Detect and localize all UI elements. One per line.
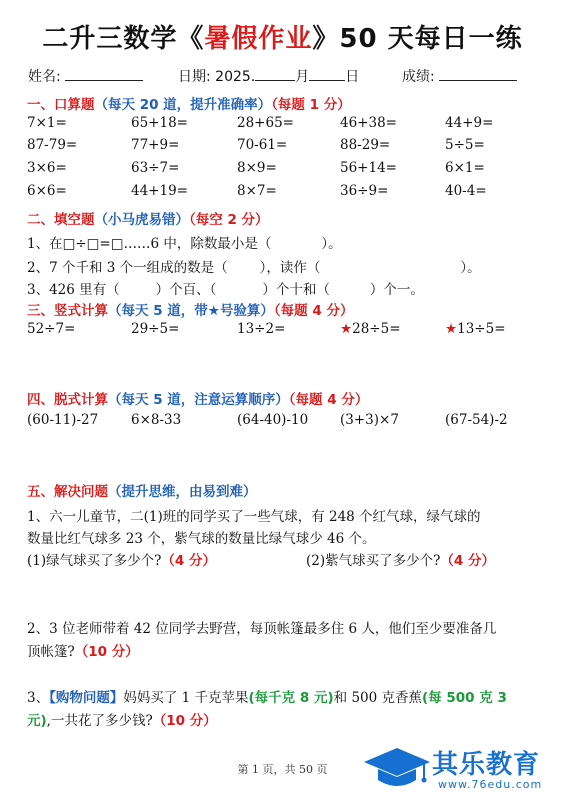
score-blank[interactable] [439, 66, 517, 81]
name-blank[interactable] [65, 66, 143, 81]
mental-math-item: 6×6= [27, 183, 67, 199]
question-text-d: ）个一。 [369, 282, 424, 298]
sub-score: （4 分） [161, 553, 216, 569]
question-text: 1、在□÷□=□……6 中，除数最小是（ [27, 236, 272, 252]
mental-math-item: 88-29= [340, 137, 391, 153]
mental-math-item: 7×1= [27, 115, 67, 131]
problem-tag: 【购物问题】 [49, 690, 124, 706]
mental-math-item: 77+9= [131, 137, 180, 153]
vertical-calc-item: 29÷5= [131, 321, 180, 337]
problem-text: 和 500 克香蕉 [333, 690, 423, 706]
question-text-c: ）个十和（ [262, 282, 330, 298]
mental-math-item: 70-61= [237, 137, 288, 153]
mental-math-item: 28+65= [237, 115, 294, 131]
fill-question-2 [27, 256, 481, 276]
mental-math-item: 44+9= [445, 115, 494, 131]
problem-score: （10 分） [152, 713, 217, 729]
vertical-calc-item: 13÷2= [237, 321, 286, 337]
calc-text: 28÷5= [352, 321, 401, 337]
section-score: （每空 2 分） [189, 212, 269, 228]
mental-math-item: 46+38= [340, 115, 397, 131]
step-calc-row [27, 412, 547, 434]
problem-text: 妈妈买了 1 千克苹果 [123, 690, 249, 706]
sub-question: (2)紫气球买了多少个? [306, 553, 441, 569]
month-label: 月 [295, 69, 310, 85]
step-calc-item: (60-11)-27 [27, 412, 99, 428]
mental-math-item: 56+14= [340, 160, 397, 176]
name-field [28, 66, 143, 86]
mental-math-row [27, 160, 547, 182]
question-text: 2、7 个千和 3 个一组成的数是（ [27, 260, 228, 276]
mental-math-item: 6×1= [445, 160, 485, 176]
mental-math-item: 8×7= [237, 183, 277, 199]
problem-3-line-1 [27, 686, 507, 706]
problem-1-sub-b [306, 549, 495, 569]
student-info-row [28, 66, 548, 88]
vertical-calc-row [27, 321, 547, 343]
problem-1-line-2: 数量比红气球多 23 个，紫气球的数量比绿气球少 46 个。 [27, 531, 376, 547]
problem-1-line-1: 1、六一儿童节，二(1)班的同学买了一些气球，有 248 个红气球，绿气球的 [27, 509, 481, 525]
question-text-end: ）。 [460, 260, 481, 276]
section-fill-blank-heading [27, 208, 269, 228]
mental-math-item: 87-79= [27, 137, 78, 153]
section-mental-math-heading [27, 93, 351, 113]
mental-math-row [27, 183, 547, 205]
graduation-cap-icon [362, 744, 432, 792]
problem-number: 3、 [27, 690, 50, 706]
mental-math-row [27, 115, 547, 137]
mental-math-item: 3×6= [27, 160, 67, 176]
problem-text: ,一共花了多少钱? [46, 713, 153, 729]
star-icon: ★ [445, 321, 458, 337]
section-note: （每天 20 道，提升准确率） [94, 97, 272, 113]
section-note: （提升思维，由易到难） [108, 484, 257, 500]
section-score: （每题 1 分） [271, 97, 351, 113]
section-title: 一、口算题 [27, 97, 95, 113]
vertical-calc-item-starred [340, 321, 401, 337]
mental-math-row [27, 137, 547, 159]
step-calc-item: (64-40)-10 [237, 412, 309, 428]
mental-math-item: 65+18= [131, 115, 188, 131]
section-title: 二、填空题 [27, 212, 95, 228]
problem-score: （10 分） [74, 644, 139, 660]
date-field [178, 66, 359, 86]
price-note: (每 500 克 3 [422, 690, 507, 706]
section-note: （每天 5 道，带★号验算） [108, 303, 274, 319]
watermark-logo [362, 744, 562, 796]
section-note: （每天 5 道，注意运算顺序） [108, 392, 289, 408]
day-label: 日 [345, 69, 360, 85]
sub-question: (1)绿气球买了多少个? [27, 553, 162, 569]
section-vertical-calc-heading [27, 299, 353, 319]
section-step-calc-heading [27, 388, 368, 408]
calc-text: 13÷5= [457, 321, 506, 337]
problem-1-sub-a [27, 549, 216, 569]
question-text: 3、426 里有（ [27, 282, 120, 298]
mental-math-item: 5÷5= [445, 137, 485, 153]
logo-url: www.76edu.com [438, 778, 543, 791]
score-field [402, 66, 517, 86]
step-calc-item: (67-54)-2 [445, 412, 508, 428]
price-note: 元) [27, 713, 47, 729]
section-score: （每题 4 分） [273, 303, 354, 319]
sub-score: （4 分） [440, 553, 495, 569]
mental-math-item: 63÷7= [131, 160, 180, 176]
vertical-calc-item: 52÷7= [27, 321, 76, 337]
fill-question-3 [27, 278, 424, 298]
step-calc-item: 6×8-33 [131, 412, 182, 428]
mental-math-item: 36÷9= [340, 183, 389, 199]
problem-text: 顶帐篷? [27, 644, 75, 660]
mental-math-item: 44+19= [131, 183, 188, 199]
section-title: 三、竖式计算 [27, 303, 108, 319]
step-calc-item: (3+3)×7 [340, 412, 399, 428]
page-footer: 第 1 页，共 50 页 [237, 763, 328, 776]
logo-name: 其乐教育 [432, 750, 541, 780]
fill-question-1 [27, 232, 342, 252]
section-score: （每题 4 分） [288, 392, 369, 408]
section-title: 五、解决问题 [27, 484, 108, 500]
title-suffix: 》50 天每日一练 [312, 24, 523, 54]
name-label: 姓名: [28, 69, 61, 85]
section-note: （小马虎易错） [94, 212, 189, 228]
date-label: 日期: 2025. [178, 69, 256, 85]
question-text-mid: ），读作（ [259, 260, 321, 276]
title-prefix: 二升三数学《 [42, 24, 205, 54]
score-label: 成绩: [402, 69, 435, 85]
section-word-problems-heading [27, 480, 257, 500]
mental-math-item: 8×9= [237, 160, 277, 176]
page-title [0, 18, 565, 55]
day-blank[interactable] [309, 66, 345, 81]
section-title: 四、脱式计算 [27, 392, 108, 408]
star-icon: ★ [340, 321, 353, 337]
mental-math-item: 40-4= [445, 183, 487, 199]
vertical-calc-item-starred [445, 321, 506, 337]
price-note: (每千克 8 元) [248, 690, 334, 706]
title-highlight: 暑假作业 [204, 24, 313, 54]
month-blank[interactable] [255, 66, 295, 81]
problem-2-line-2 [27, 640, 139, 660]
problem-3-line-2 [27, 709, 217, 729]
question-text-b: ）个百、（ [155, 282, 217, 298]
question-text-end: ）。 [321, 236, 342, 252]
problem-2-line-1: 2、3 位老师带着 42 位同学去野营，每顶帐篷最多住 6 人，他们至少要准备几 [27, 621, 497, 637]
